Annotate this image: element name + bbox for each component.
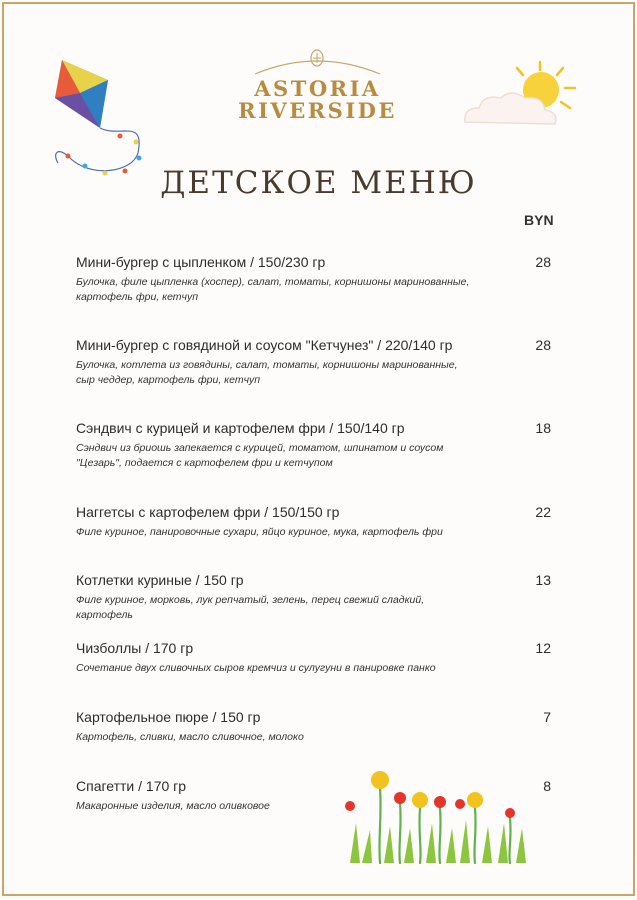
menu-item-description: Булочка, котлета из говядины, салат, томаты, корнишоны маринованные, сыр чеддер, картофель фри, кетчуп: [76, 359, 458, 386]
menu-item-name: Чизболлы / 170 гр: [76, 640, 194, 656]
menu-item: [76, 420, 556, 471]
menu-item-description: Филе куриное, морковь, лук репчатый, зелень, перец свежий сладкий, картофель: [76, 594, 425, 621]
brand-line-2: RIVERSIDE: [238, 98, 397, 123]
menu-item-price: 12: [535, 640, 551, 656]
menu-item-price: 22: [535, 504, 551, 520]
menu-item-name: Мини-бургер с цыпленком / 150/230 гр: [76, 254, 326, 270]
menu-item-description: Картофель, сливки, масло сливочное, молоко: [76, 731, 304, 743]
menu-item: [76, 572, 556, 623]
menu-item-name: Котлетки куриные / 150 гр: [76, 572, 244, 588]
page-title: ДЕТСКОЕ МЕНЮ: [160, 165, 477, 201]
menu-item-description: Макаронные изделия, масло оливковое: [76, 800, 270, 812]
menu-item-name: Спагетти / 170 гр: [76, 778, 187, 794]
menu-item-description: Булочка, филе цыпленка (хоспер), салат, томаты, корнишоны маринованные, картофель фри, кетчуп: [76, 276, 470, 303]
menu-item: [76, 504, 556, 540]
menu-item-name: Картофельное пюре / 150 гр: [76, 709, 261, 725]
menu-item-price: 13: [535, 572, 551, 588]
currency-label: BYN: [524, 212, 554, 228]
menu-item-description: Филе куриное, панировочные сухари, яйцо куриное, мука, картофель фри: [76, 526, 443, 538]
menu-item-price: 7: [543, 709, 551, 725]
menu-item-description: Сэндвич из бриошь запекается с курицей, томатом, шпинатом и соусом "Цезарь", подается с картофелем фри и кетчупом: [76, 442, 444, 469]
brand-line-1: ASTORIA: [254, 76, 381, 101]
menu-item: [76, 254, 556, 305]
logo-emblem-icon: [235, 48, 400, 78]
flowers-icon: [340, 768, 540, 868]
sun-cloud-icon: [455, 60, 590, 135]
menu-item-name: Наггетсы с картофелем фри / 150/150 гр: [76, 504, 340, 520]
menu-item-price: 8: [543, 778, 551, 794]
menu-item-name: Сэндвич с курицей и картофелем фри / 150/140 гр: [76, 420, 405, 436]
menu-item-name: Мини-бургер с говядиной и соусом "Кетчунез" / 220/140 гр: [76, 337, 453, 353]
menu-item-description: Сочетание двух сливочных сыров кремчиз и сулугуни в панировке панко: [76, 662, 436, 674]
menu-item: [76, 640, 556, 676]
menu-item-price: 18: [535, 420, 551, 436]
menu-item: [76, 337, 556, 388]
brand-logo: [235, 48, 400, 138]
menu-item: [76, 709, 556, 745]
menu-item-price: 28: [535, 337, 551, 353]
menu-item-price: 28: [535, 254, 551, 270]
